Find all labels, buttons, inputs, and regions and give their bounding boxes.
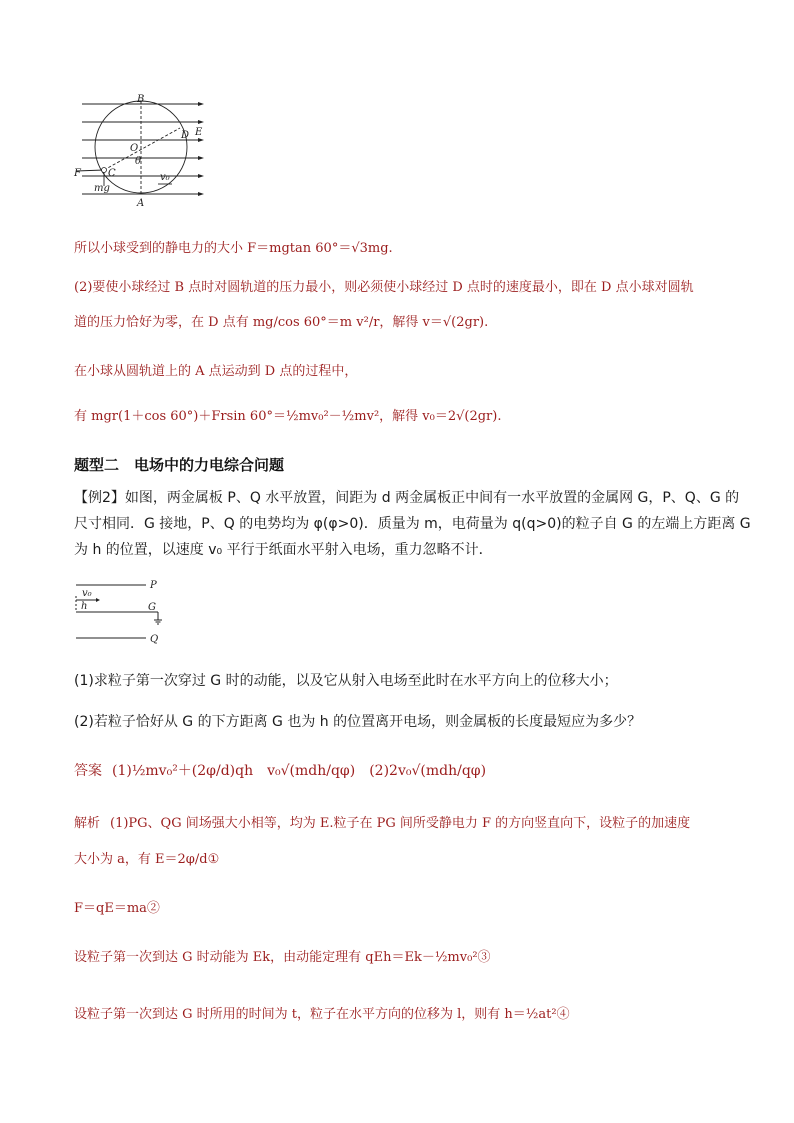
solution-line-2a: (2)要使小球经过 B 点时对圆轨道的压力最小，则必须使小球经过 D 点时的速度最小，即在 D 点小球对圆轨 — [74, 280, 694, 295]
label-Q: Q — [150, 634, 159, 645]
label-O: O — [130, 143, 139, 154]
question-1: (1)求粒子第一次穿过 G 时的动能，以及它从射入电场至此时在水平方向上的位移大小； — [74, 673, 618, 689]
label-P: P — [150, 580, 157, 591]
example-line-2: 尺寸相同．G 接地，P、Q 的电势均为 φ(φ>0)．质量为 m，电荷量为 q(q>0)的粒子自 G 的左端上方距离 G — [74, 516, 751, 532]
plates-figure — [68, 576, 178, 646]
label-v0: v₀ — [160, 172, 170, 183]
label-D: D — [181, 130, 190, 141]
answer-line: 答案 (1)½mv₀²＋(2φ/d)qh v₀√(mdh/qφ) (2)2v₀√(mdh/qφ) — [74, 763, 487, 779]
label-G: G — [148, 602, 156, 613]
label-E: E — [195, 127, 203, 138]
analysis-line-4: 设粒子第一次到达 G 时动能为 Ek，由动能定理有 qEh＝Ek－½mv₀²③ — [74, 950, 491, 965]
analysis-line-3: F＝qE＝ma② — [74, 901, 160, 916]
example-line-3: 为 h 的位置，以速度 v₀ 平行于纸面水平射入电场，重力忽略不计． — [74, 542, 493, 558]
circle-track-figure — [68, 94, 228, 214]
solution-line-3: 在小球从圆轨道上的 A 点运动到 D 点的过程中， — [74, 364, 358, 379]
answer-label: 答案 — [74, 763, 102, 779]
label-A: A — [137, 198, 145, 209]
example-tag: 【例2】 — [74, 490, 125, 506]
label-mg: mg — [94, 183, 110, 194]
analysis-line-5: 设粒子第一次到达 G 时所用的时间为 t，粒子在水平方向的位移为 l，则有 h＝½at²④ — [74, 1007, 570, 1022]
solution-line-4: 有 mgr(1＋cos 60°)＋Frsin 60°＝½mv₀²－½mv²，解得 v₀＝2√(2gr). — [74, 409, 502, 424]
section-heading: 题型二 电场中的力电综合问题 — [74, 456, 285, 474]
solution-line-1: 所以小球受到的静电力的大小 F＝mgtan 60°＝√3mg. — [74, 241, 393, 256]
label-h: h — [81, 601, 88, 612]
question-2: (2)若粒子恰好从 G 的下方距离 G 也为 h 的位置离开电场，则金属板的长度最短应为多少？ — [74, 714, 642, 730]
label-v0-fig2: v₀ — [82, 588, 92, 599]
solution-line-2b: 道的压力恰好为零，在 D 点有 mg/cos 60°＝m v²/r，解得 v＝√(2gr). — [74, 315, 489, 330]
example-line-1: 【例2】如图，两金属板 P、Q 水平放置，间距为 d 两金属板正中间有一水平放置的金属网 G，P、Q、G 的 — [74, 490, 740, 506]
label-F: F — [74, 168, 81, 179]
label-B: B — [137, 94, 145, 105]
analysis-line-1: 解析 (1)PG、QG 间场强大小相等，均为 E.粒子在 PG 间所受静电力 F 的方向竖直向下，设粒子的加速度 — [74, 816, 691, 831]
label-C: C — [108, 168, 116, 179]
analysis-label: 解析 — [74, 816, 101, 831]
label-theta: θ — [135, 156, 142, 167]
analysis-line-2: 大小为 a，有 E＝2φ/d① — [74, 852, 220, 867]
